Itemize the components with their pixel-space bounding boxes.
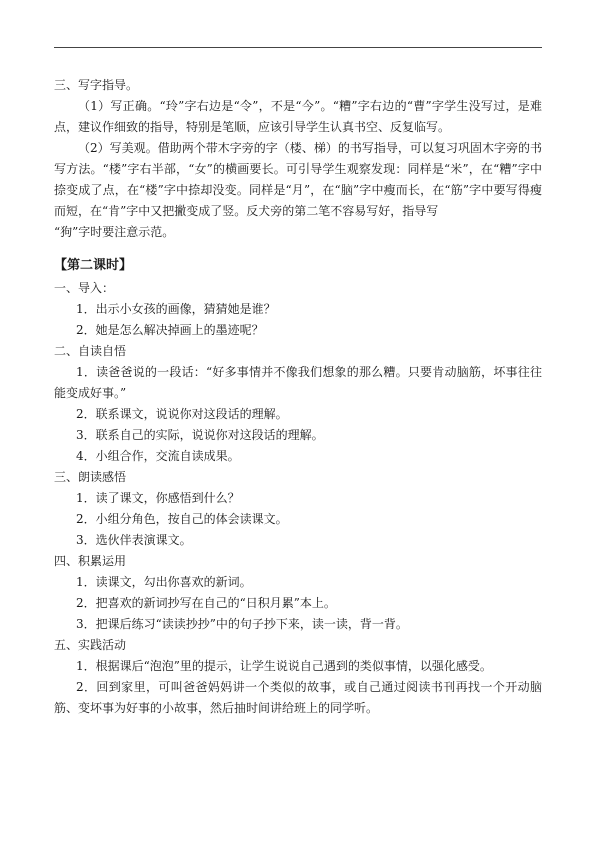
paragraph-write-correct: （1）写正确。“玲”字右边是“令”，不是“今”。“糟”字右边的“曹”字学生没写过，是难点，建议作细致的指导，特别是笔顺，应该引导学生认真书空、反复临写。 [54, 99, 542, 134]
header-rule [54, 47, 542, 48]
paragraph-write-beautiful-end: “狗”字时要注意示范。 [54, 225, 175, 239]
list-item: 2．把喜欢的新词抄写在自己的“日积月累”本上。 [76, 596, 336, 610]
list-item: 4．小组合作，交流自读成果。 [76, 449, 240, 463]
list-item: 1．出示小女孩的画像，猜猜她是谁？ [76, 302, 276, 316]
lesson-title: 【第二课时】 [54, 258, 133, 273]
list-item: 1．读了课文，你感悟到什么？ [76, 491, 240, 505]
lesson-section-practice [54, 635, 542, 719]
section-heading: 四、积累运用 [54, 554, 127, 568]
list-item: 2．小组分角色，按自己的体会读课文。 [76, 512, 288, 526]
list-item: 3．把课后练习“读读抄抄”中的句子抄下来，读一读，背一背。 [76, 617, 408, 631]
section-heading-writing-guide: 三、写字指导。 [54, 78, 139, 92]
list-item: 1．读课文，勾出你喜欢的新词。 [76, 575, 252, 589]
section-heading: 三、朗读感悟 [54, 470, 127, 484]
section-heading: 二、自读自悟 [54, 344, 127, 358]
list-item: 1．读爸爸说的一段话：“好多事情并不像我们想象的那么糟。只要肯动脑筋，坏事往往能变成好事。” [54, 365, 542, 400]
section-heading: 一、导入： [54, 281, 115, 295]
lesson-section-self-reading [54, 341, 542, 467]
paragraph-write-beautiful: （2）写美观。借助两个带木字旁的字（楼、梯）的书写指导，可以复习巩固木字旁的书写方法。“楼”字右半部，“女”的横画要长。可引导学生观察发现：同样是“米”，在“糟”字中捺变成了点，在“楼”字中捺却没变。同样是“月”，在“脑”字中瘦而长，在“筋”字中要写得瘦而短，在“肯”字中又把撇变成了竖。反犬旁的第二笔不容易写好，指导写 [54, 141, 542, 218]
list-item: 2．她是怎么解决掉画上的墨迹呢？ [76, 323, 264, 337]
list-item: 3．选伙伴表演课文。 [76, 533, 192, 547]
document-body [54, 75, 542, 719]
lesson-section-accumulate [54, 551, 542, 635]
lesson-section-intro [54, 278, 542, 341]
list-item: 3．联系自己的实际，说说你对这段话的理解。 [76, 428, 324, 442]
list-item: 2．回到家里，可叫爸爸妈妈讲一个类似的故事，或自己通过阅读书刊再找一个开动脑筋、变坏事为好事的小故事，然后抽时间讲给班上的同学听。 [54, 680, 542, 715]
list-item: 1．根据课后“泡泡”里的提示，让学生说说自己遇到的类似事情，以强化感受。 [76, 659, 492, 673]
section-heading: 五、实践活动 [54, 638, 127, 652]
lesson-section-reading-aloud [54, 467, 542, 551]
list-item: 2．联系课文，说说你对这段话的理解。 [76, 407, 288, 421]
